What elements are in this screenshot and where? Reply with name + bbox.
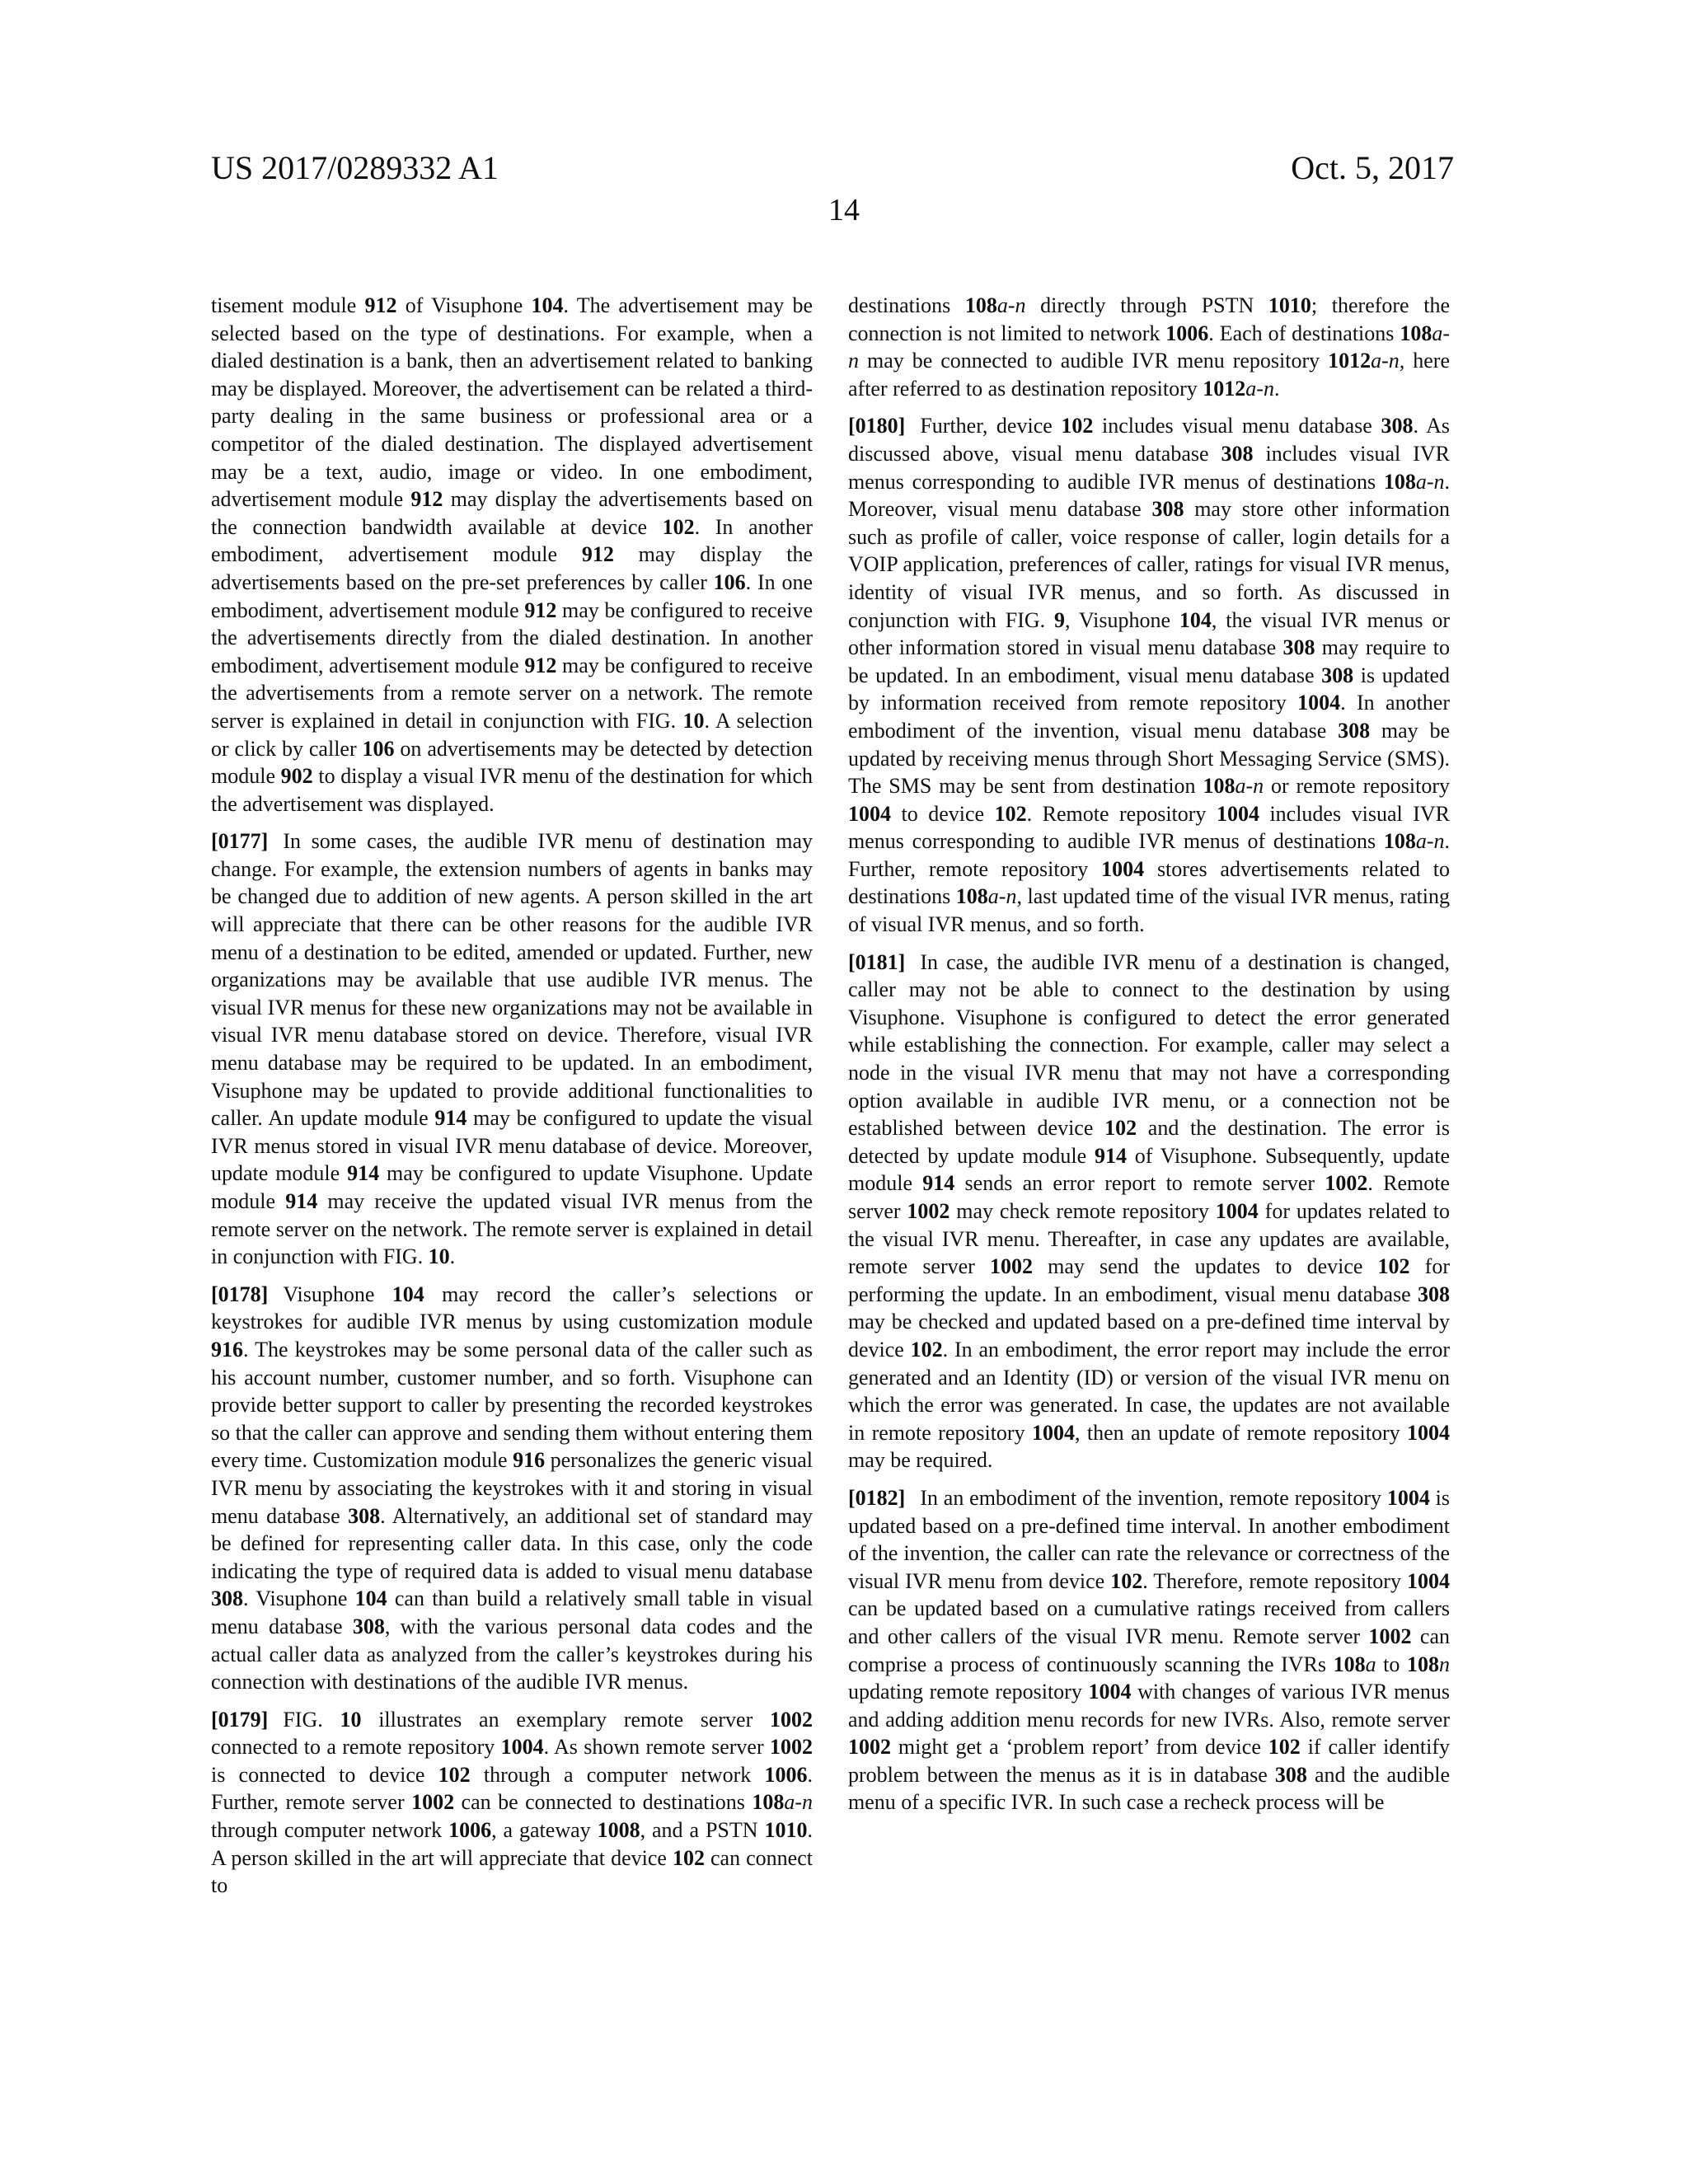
paragraph-text: In case, the audible IVR menu of a destination is changed, caller may not be able to connect to the destination by using Visuphone. Visuphone is configured to detect the error generated while establishing the connection. For example, caller may select a node in the visual IVR menu that may not have a corresponding option available in audible IVR menu, or a connection not be established between device 102 and the destination. The error is detected by update module 914 of Visuphone. Subsequently, update module 914 sends an error report to remote server 1002. Remote server 1002 may check remote repository 1004 for updates related to the visual IVR menu. Thereafter, in case any updates are available, remote server 1002 may send the updates to device 102 for performing the update. In an embodiment, visual menu database 308 may be checked and updated based on a pre-defined time interval by device 102. In an embodiment, the error report may include the error generated and an Identity (ID) or version of the visual IVR menu on which the error was generated. In case, the updates are not available in remote repository 1004, then an update of remote repository 1004 may be required.: [848, 949, 1450, 1473]
paragraph-number: [0181]: [848, 949, 906, 974]
right-column: [848, 292, 1450, 2130]
paragraph-number: [0180]: [848, 414, 906, 438]
paragraph-text: Visuphone 104 may record the caller’s selections or keystrokes for audible IVR menus by using customization module 916. The keystrokes may be some personal data of the caller such as his account number, customer number, and so forth. Visuphone can provide better support to caller by presenting the recorded keystrokes so that the caller can approve and sending them without entering them every time. Customization module 916 personalizes the generic visual IVR menu by associating the keystrokes with it and storing in visual menu database 308. Alternatively, an additional set of standard may be defined for representing caller data. In this case, only the code indicating the type of required data is added to visual menu database 308. Visuphone 104 can than build a relatively small table in visual menu database 308, with the various personal data codes and the actual caller data as analyzed from the caller’s keystrokes during his connection with destinations of the audible IVR menus.: [211, 1282, 813, 1694]
paragraph-number: [0178]: [211, 1282, 269, 1306]
paragraph-0177: [211, 827, 813, 1271]
paragraph-text: destinations 108a-n directly through PSTN 1010; therefore the connection is not limited to network 1006. Each of destinations 108a-n may be connected to audible IVR menu repository 1012a-n, here after referred to as destination repository 1012a-n.: [848, 293, 1450, 401]
paragraph-text: Further, device 102 includes visual menu database 308. As discussed above, visual menu database 308 includes visual IVR menus corresponding to audible IVR menus of destinations 108a-n. Moreover, visual menu database 308 may store other information such as profile of caller, voice response of caller, login details for a VOIP application, preferences of caller, ratings for visual IVR menus, identity of visual IVR menus, and so forth. As discussed in conjunction with FIG. 9, Visuphone 104, the visual IVR menus or other information stored in visual menu database 308 may require to be updated. In an embodiment, visual menu database 308 is updated by information received from remote repository 1004. In another embodiment of the invention, visual menu database 308 may be updated by receiving menus through Short Messaging Service (SMS). The SMS may be sent from destination 108a-n or remote repository 1004 to device 102. Remote repository 1004 includes visual IVR menus corresponding to audible IVR menus of destinations 108a-n. Further, remote repository 1004 stores advertisements related to destinations 108a-n, last updated time of the visual IVR menus, rating of visual IVR menus, and so forth.: [848, 414, 1450, 937]
paragraph-0179: [211, 1706, 813, 1900]
paragraph-0182: [848, 1484, 1450, 1816]
paragraph-continued: [848, 292, 1450, 402]
paragraph-0178: [211, 1281, 813, 1696]
paragraph-text: In some cases, the audible IVR menu of destination may change. For example, the extension numbers of agents in banks may be changed due to addition of new agents. A person skilled in the art will appreciate that there can be other reasons for the audible IVR menu of a destination to be edited, amended or updated. Further, new organizations may be available that use audible IVR menus. The visual IVR menus for these new organizations may not be available in visual IVR menu database stored on device. Therefore, visual IVR menu database may be required to be updated. In an embodiment, Visuphone may be updated to provide additional functionalities to caller. An update module 914 may be configured to update the visual IVR menus stored in visual IVR menu database of device. Moreover, update module 914 may be configured to update Visuphone. Update module 914 may receive the updated visual IVR menus from the remote server on the network. The remote server is explained in detail in conjunction with FIG. 10.: [211, 829, 813, 1269]
paragraph-number: [0177]: [211, 829, 269, 854]
paragraph-continued: [211, 292, 813, 818]
page-number: 14: [828, 193, 860, 227]
paragraph-text: tisement module 912 of Visuphone 104. The advertisement may be selected based on the type of destinations. For example, when a dialed destination is a bank, then an advertisement related to banking may be displayed. Moreover, the advertisement can be related a third-party dealing in the same business or professional area or a competitor of the dialed destination. The displayed advertisement may be a text, audio, image or video. In one embodiment, advertisement module 912 may display the advertisements based on the connection bandwidth available at device 102. In another embodiment, advertisement module 912 may display the advertisements based on the pre-set preferences by caller 106. In one embodiment, advertisement module 912 may be configured to receive the advertisements directly from the dialed destination. In another embodiment, advertisement module 912 may be configured to receive the advertisements from a remote server on a network. The remote server is explained in detail in conjunction with FIG. 10. A selection or click by caller 106 on advertisements may be detected by detection module 902 to display a visual IVR menu of the destination for which the advertisement was displayed.: [211, 293, 813, 816]
left-column: [211, 292, 813, 2130]
paragraph-0180: [848, 412, 1450, 938]
paragraph-number: [0182]: [848, 1485, 906, 1510]
paragraph-number: [0179]: [211, 1707, 269, 1732]
publication-date: Oct. 5, 2017: [1291, 149, 1454, 186]
paragraph-text: FIG. 10 illustrates an exemplary remote server 1002 connected to a remote repository 1004. As shown remote server 1002 is connected to device 102 through a computer network 1006. Further, remote server 1002 can be connected to destinations 108a-n through computer network 1006, a gateway 1008, and a PSTN 1010. A person skilled in the art will appreciate that device 102 can connect to: [211, 1707, 813, 1898]
patent-number: US 2017/0289332 A1: [211, 149, 499, 186]
paragraph-text: In an embodiment of the invention, remote repository 1004 is updated based on a pre-defined time interval. In another embodiment of the invention, the caller can rate the relevance or correctness of the visual IVR menu from device 102. Therefore, remote repository 1004 can be updated based on a cumulative ratings received from callers and other callers of the visual IVR menu. Remote server 1002 can comprise a process of continuously scanning the IVRs 108a to 108n updating remote repository 1004 with changes of various IVR menus and adding addition menu records for new IVRs. Also, remote server 1002 might get a ‘problem report’ from device 102 if caller identify problem between the menus as it is in database 308 and the audible menu of a specific IVR. In such case a recheck process will be: [848, 1485, 1450, 1815]
paragraph-0181: [848, 949, 1450, 1474]
